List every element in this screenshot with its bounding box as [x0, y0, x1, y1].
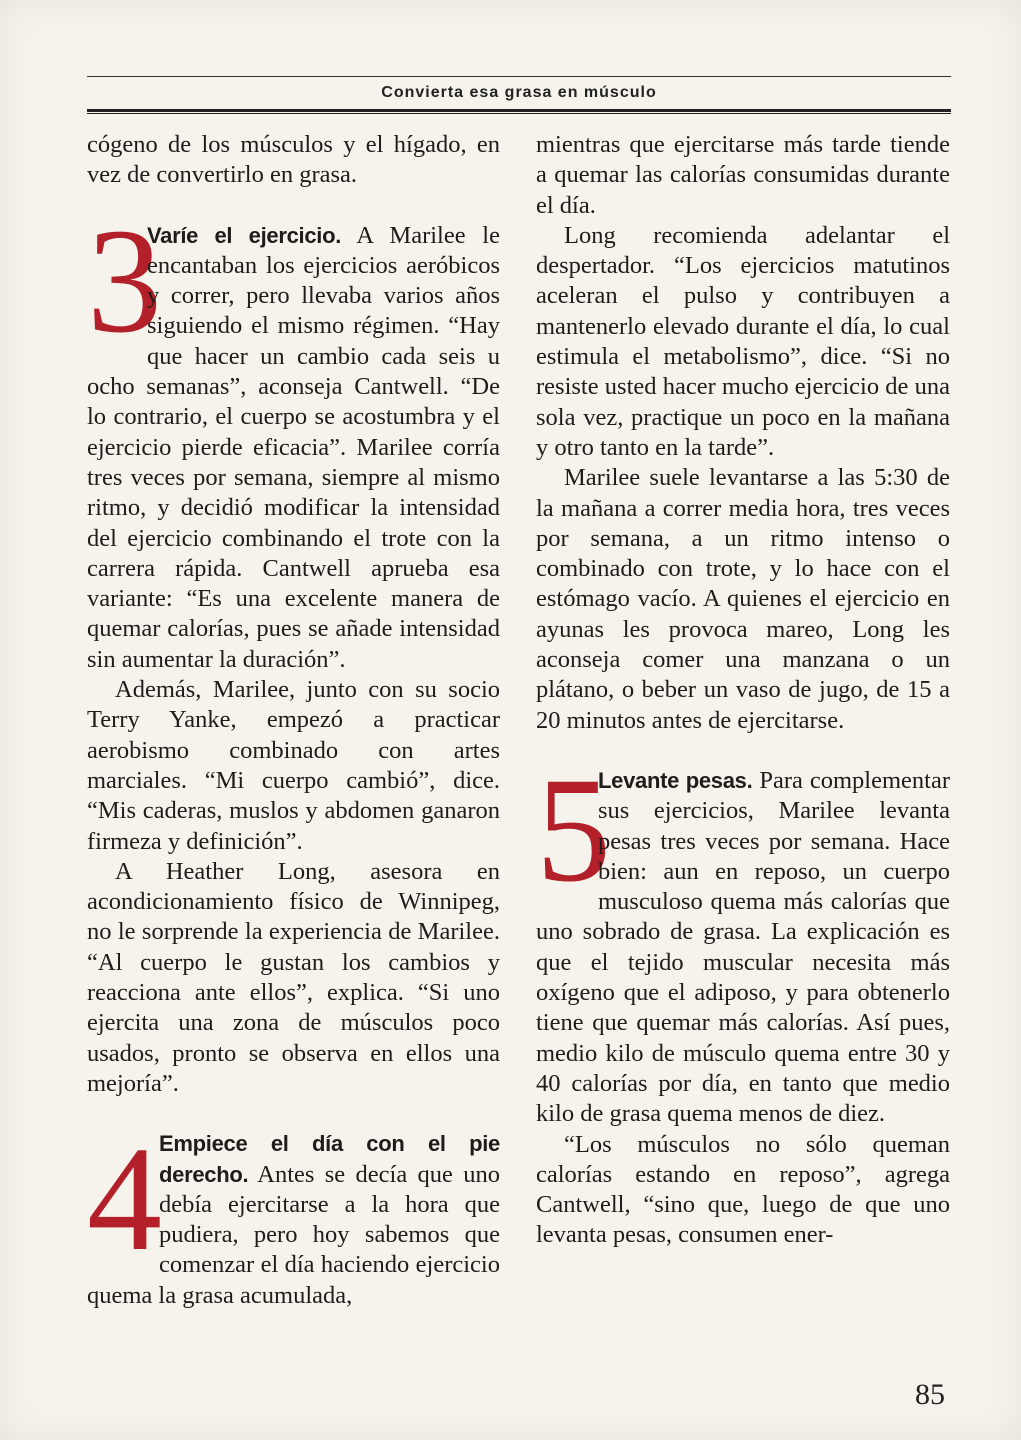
- section-3-heading: Varíe el ejercicio.: [147, 222, 342, 248]
- header-rule-thin: [87, 76, 951, 77]
- page-number: 85: [915, 1378, 945, 1411]
- paragraph-heather-long: A Heather Long, asesora en acondicionamiento físico de Winnipeg, no le sorprende la experiencia de Marilee. “Al cuerpo le gustan los cambios y reacciona ante ellos”, explica. “Si uno ejercita una zona de músculos poco usados, pronto se observa en ellos una mejoría”.: [87, 857, 500, 1097]
- section-4: [87, 1116, 500, 1311]
- header-rule-thick: [87, 109, 951, 114]
- section-3: [87, 197, 500, 675]
- paragraph-marilee-suele: Marilee suele levantarse a las 5:30 de la mañana a correr media hora, tres veces por semana, a un ritmo intenso o combinado con trote, y lo hace con el estómago vacío. A quienes el ejercicio en ayunas les provoca mareo, Long les aconseja comer una manzana o un plátano, o beber un vaso de jugo, de 15 a 20 minutos antes de ejercitarse.: [536, 464, 950, 734]
- paragraph-ademas: Además, Marilee, junto con su socio Terry Yanke, empezó a practicar aerobismo combinado con artes marciales. “Mi cuerpo cambió”, dice. “Mis caderas, muslos y abdomen ganaron firmeza y definición”.: [87, 676, 500, 855]
- paragraph-long-recomienda: Long recomienda adelantar el despertador. “Los ejercicios matutinos aceleran el pulso y contribuyen a mantenerlo elevado durante el día, lo cual estimula el metabolismo”, dice. “Si no resiste usted hacer mucho ejercicio de una sola vez, practique un poco en la mañana y otro tanto en la tarde”.: [536, 221, 950, 461]
- paragraph-mientras: mientras que ejercitarse más tarde tiende a quemar las calorías consumidas durante el día.: [536, 131, 950, 219]
- drop-cap-5: 5: [536, 746, 611, 913]
- paragraph-los-musculos: “Los músculos no sólo queman calorías estando en reposo”, agrega Cantwell, “sino que, luego de que uno levanta pesas, consumen ener-: [536, 1130, 950, 1249]
- left-column: [87, 130, 500, 1311]
- section-5-text: Para complementar sus ejercicios, Marilee levanta pesas tres veces por semana. Hace bien: aun en reposo, un cuerpo musculoso quema más calorías que uno sobrado de grasa. La explicación es que el tejido muscular necesita más oxígeno que el adiposo, y para obtenerlo tiene que quemar más calorías. Así pues, medio kilo de músculo quema entre 30 y 40 calorías por día, en tanto que medio kilo de grasa quema menos de diez.: [536, 766, 950, 1128]
- running-title: Convierta esa grasa en músculo: [381, 84, 657, 101]
- section-5: [536, 746, 950, 1130]
- right-column: [536, 130, 950, 1251]
- paragraph-continuation: cógeno de los músculos y el hígado, en vez de convertirlo en grasa.: [87, 131, 500, 189]
- section-4-heading: Empiece el día con el pie derecho.: [159, 1131, 500, 1187]
- drop-cap-4: 4: [87, 1116, 162, 1283]
- section-5-heading: Levante pesas.: [598, 767, 753, 793]
- drop-cap-3: 3: [87, 197, 162, 364]
- section-3-text: A Marilee le encantaban los ejercicios aeróbicos y correr, pero llevaba varios años siguiendo el mismo régimen. “Hay que hacer un cambio cada seis u ocho semanas”, aconseja Cantwell. “De lo contrario, el cuerpo se acostumbra y el ejercicio pierde eficacia”. Marilee corría tres veces por semana, siempre al mismo ritmo, y decidió modificar la intensidad del ejercicio combinando el trote con la carrera rápida. Cantwell aprueba esa variante: “Es una excelente manera de quemar calorías, pues se añade intensidad sin aumentar la duración”.: [87, 221, 500, 673]
- section-4-text: Antes se decía que uno debía ejercitarse a la hora que pudiera, pero hoy sabemos que comenzar el día haciendo ejercicio quema la grasa acumulada,: [87, 1160, 500, 1309]
